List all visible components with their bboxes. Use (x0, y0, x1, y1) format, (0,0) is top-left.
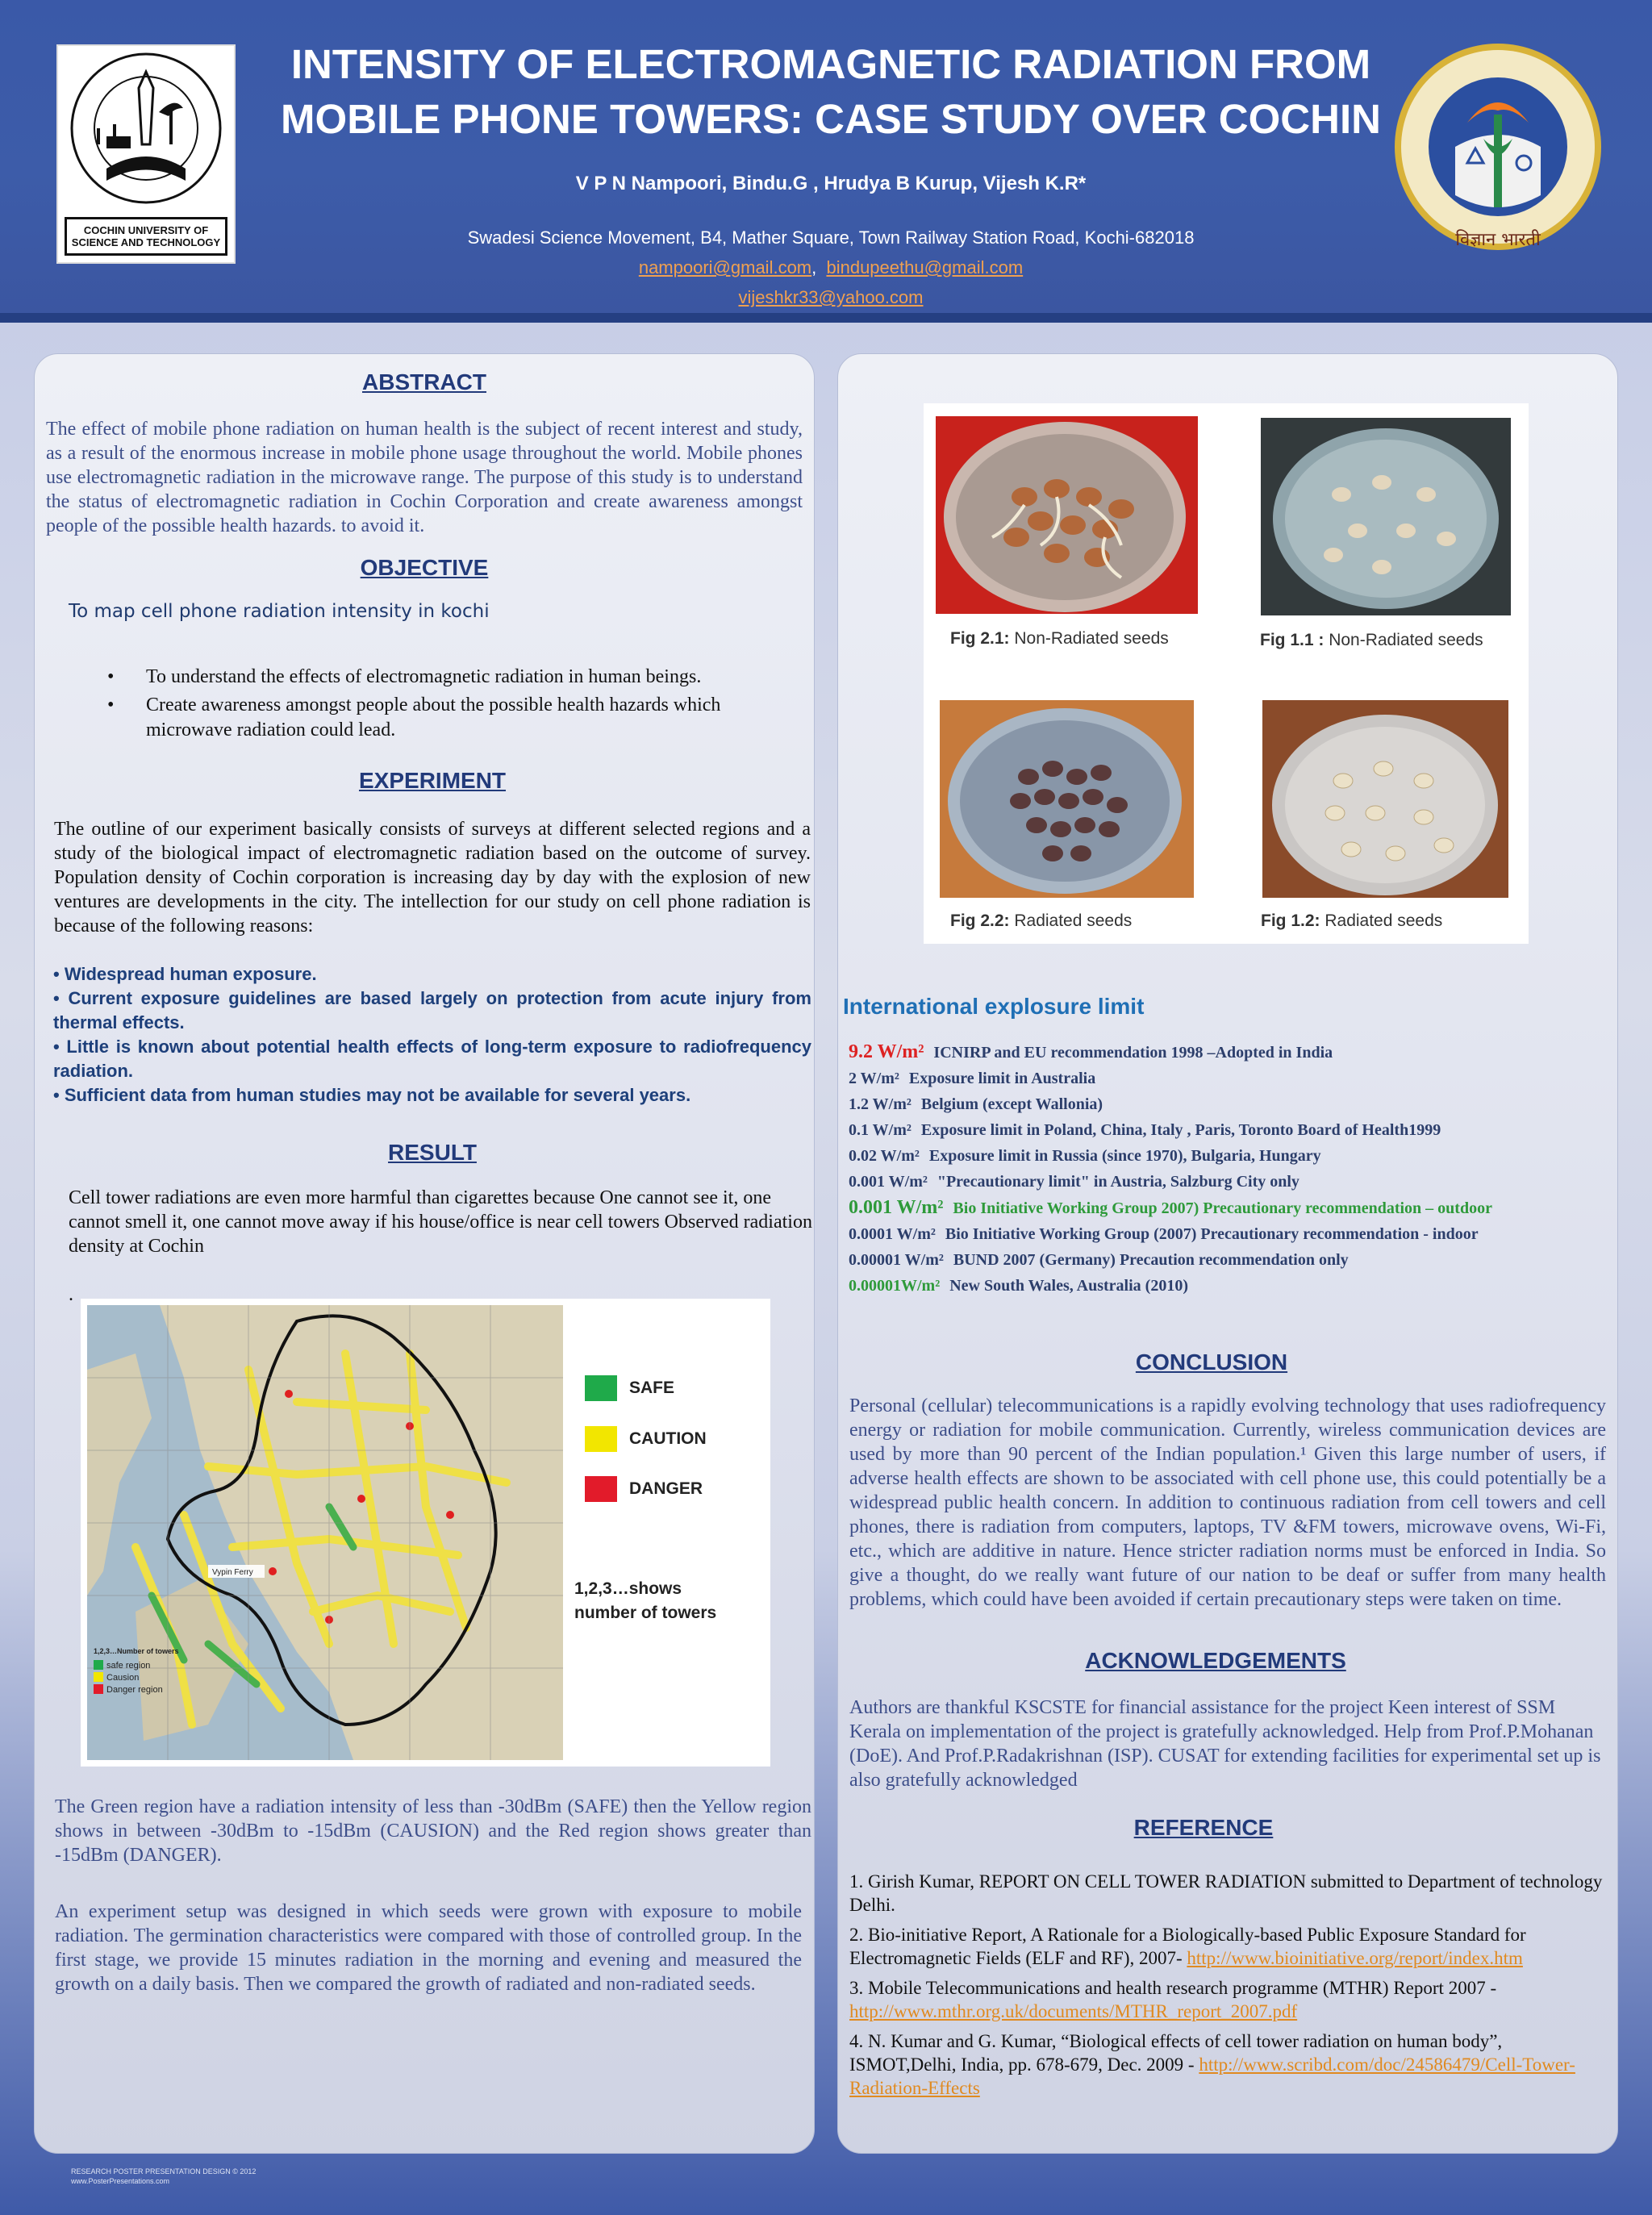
limit-value: 0.02 W/m² (849, 1147, 920, 1165)
fig-1-2-caption (1261, 911, 1442, 931)
cochin-radiation-map (87, 1305, 563, 1760)
email-link-1[interactable]: nampoori@gmail.com (638, 257, 812, 277)
fig-1-2-label: Fig 1.2: (1261, 911, 1320, 930)
footer-line-1: RESEARCH POSTER PRESENTATION DESIGN © 2012 (71, 2167, 257, 2175)
reference-text: 2. Bio-initiative Report, A Rationale for a Biologically-based Public Exposure Standard for Electromagnetic Fields (ELF and RF), 2007- (849, 1925, 1526, 1968)
reference-link[interactable]: http://www.mthr.org.uk/documents/MTHR_report_2007.pdf (849, 2001, 1298, 2021)
legend-safe (585, 1375, 674, 1401)
title-line-1: INTENSITY OF ELECTROMAGNETIC RADIATION FROM (290, 41, 1371, 87)
vijnana-bharati-logo (1391, 34, 1605, 260)
map-small-legend-item: Danger region (106, 1685, 163, 1695)
map-small-legend-title: 1,2,3…Number of towers (94, 1647, 179, 1655)
limit-value: 0.00001 W/m² (849, 1251, 944, 1269)
abstract-text: The effect of mobile phone radiation on human health is the subject of recent interest and study, as a result of the enormous increase in mobile phone usage throughout the world. Mobile phones use electromagnetic radiation in the microwave range. The purpose of this study is to understand the status of electromagnetic radiation in Cochin Corporation and create awareness amongst people of the possible health hazards. to avoid it. (46, 419, 803, 536)
limit-text: BUND 2007 (Germany) Precaution recommendation only (953, 1251, 1349, 1269)
acknowledgements-heading: ACKNOWLEDGEMENTS (1085, 1648, 1346, 1673)
radiation-map-figure (81, 1299, 770, 1767)
legend-danger (585, 1476, 703, 1502)
cusat-logo (56, 44, 236, 264)
legend-danger-label: DANGER (629, 1479, 703, 1498)
limit-text: Bio Initiative Working Group 2007) Precautionary recommendation – outdoor (953, 1199, 1492, 1217)
limit-row (849, 1221, 1615, 1247)
map-graphic (87, 1305, 563, 1760)
footer-credit (71, 2167, 256, 2186)
poster-header (0, 0, 1652, 323)
conclusion-text: Personal (cellular) telecommunications is a rapidly evolving technology that uses radiofrequency energy or radiation for mobile communication. Currently, wireless communication devices are used by more than 90 percent of the Indian population.¹ Given this large number of users, if adverse health effects are shown to be associated with cell phone use, this could potentially be a widespread public health concern. In addition to continuous radiation from cell towers and cell phones, there is radiation from computers, laptops, TV &FM towers, microwave ovens, Wi-Fi, etc., which are additive in nature. Hence stricter radiation norms must be enforced in India. So give a thought, do we really want future of our nation to be deaf or suffer from many health problems, which could have been avoided if certain precautionary steps were taken on time. (849, 1395, 1606, 1610)
result-heading: RESULT (388, 1140, 477, 1165)
map-place-label: Vypin Ferry (212, 1568, 253, 1577)
safe-swatch (585, 1375, 617, 1401)
reference-link[interactable]: http://www.bioinitiative.org/report/index.htm (1187, 1948, 1523, 1968)
experiment-text: The outline of our experiment basically consists of surveys at different selected regions and a study of the biological impact of electromagnetic radiation based on the outcome of survey. Population density of Cochin corporation is increasing day by day with the explosion of new ventures are developments in the city. The intellection for our study on cell phone radiation is because of the following reasons: (54, 819, 811, 936)
acknowledgements-text: Authors are thankful KSCSTE for financial assistance for the project Keen interest of SSM Kerala on implementation of the project is gratefully acknowledged. Help from Prof.P.Mohanan (DoE). And Prof.P.Radakrishnan (ISP). CUSAT for extending facilities for experimental set up is also gratefully acknowledged (849, 1697, 1601, 1791)
email-link-2[interactable]: bindupeethu@gmail.com (826, 257, 1024, 277)
experiment-heading: EXPERIMENT (358, 768, 507, 793)
reference-link[interactable]: http://www.scribd.com/doc/24586479/Cell-Tower-Radiation-Effects (849, 2054, 1575, 2098)
regions-text: The Green region have a radiation intensity of less than -30dBm (SAFE) then the Yellow region shows in between -30dBm to -15dBm (CAUSION) and the Red region shows greater than -15dBm (DANGER). (55, 1796, 811, 1866)
affiliation: Swadesi Science Movement, B4, Mather Square, Town Railway Station Road, Kochi-682018 (467, 227, 1195, 248)
fig-1-1-text: Non-Radiated seeds (1324, 631, 1483, 649)
fig-1-1-caption (1260, 631, 1483, 650)
exposure-limit-heading: International explosure limit (843, 994, 1145, 1019)
reference-text: 3. Mobile Telecommunications and health research programme (MTHR) Report 2007 - (849, 1978, 1497, 1998)
limit-value: 0.1 W/m² (849, 1121, 912, 1139)
experiment-reasons (53, 962, 811, 1108)
towers-note-line-1: 1,2,3…shows (574, 1579, 682, 1598)
seed-germination-figure (924, 403, 1529, 944)
limit-row (849, 1247, 1615, 1273)
limit-value: 9.2 W/m² (849, 1041, 924, 1062)
objective-bullet: • Create awareness amongst people about the possible health hazards which microwave radiation could lead. (107, 693, 793, 743)
reason-item: • Current exposure guidelines are based largely on protection from acute injury from thermal effects. (53, 988, 811, 1032)
university-emblem-icon (58, 48, 234, 217)
objective-main: To map cell phone radiation intensity in kochi (69, 601, 490, 622)
vijnana-bharati-emblem-icon (1391, 34, 1605, 260)
towers-note (574, 1577, 716, 1625)
limit-row (849, 1273, 1615, 1299)
reference-heading: REFERENCE (1133, 1815, 1274, 1840)
limit-row (849, 1143, 1615, 1169)
radiated-seeds-photo-1-2 (1262, 700, 1508, 898)
reference-item (849, 1976, 1612, 2023)
map-small-legend-item: Causion (106, 1673, 140, 1683)
non-radiated-seeds-photo-1-1 (1261, 418, 1511, 615)
danger-swatch (585, 1476, 617, 1502)
legend-safe-label: SAFE (629, 1379, 675, 1397)
authors: V P N Nampoori, Bindu.G , Hrudya B Kurup, Vijesh K.R* (575, 173, 1087, 194)
fig-2-1-label: Fig 2.1: (950, 629, 1010, 648)
reference-item: 1. Girish Kumar, REPORT ON CELL TOWER RADIATION submitted to Department of technology Delhi. (849, 1871, 1603, 1915)
fig-2-2-text: Radiated seeds (1009, 911, 1133, 930)
fig-2-1-caption (950, 629, 1169, 649)
legend-caution (585, 1426, 707, 1452)
limit-value: 1.2 W/m² (849, 1095, 912, 1113)
caution-swatch (585, 1426, 617, 1452)
objective-bullets (107, 665, 793, 746)
limit-row (849, 1117, 1615, 1143)
limit-value: 0.0001 W/m² (849, 1225, 936, 1243)
towers-note-line-2: number of towers (574, 1604, 717, 1622)
limit-text: Bio Initiative Working Group (2007) Precautionary recommendation - indoor (945, 1225, 1479, 1243)
exposure-limit-list (849, 1039, 1615, 1299)
limit-row (849, 1039, 1615, 1066)
footer-line-2[interactable]: www.PosterPresentations.com (71, 2177, 170, 2185)
legend-caution-label: CAUTION (629, 1429, 707, 1448)
limit-value: 0.001 W/m² (849, 1173, 928, 1191)
limit-text: Exposure limit in Poland, China, Italy , Paris, Toronto Board of Health1999 (920, 1121, 1441, 1139)
result-text: Cell tower radiations are even more harmful than cigarettes because One cannot see it, one cannot smell it, one cannot move away if his house/office is near cell towers Observed radiation density at Cochin (69, 1187, 812, 1257)
logo-caption: COCHIN UNIVERSITY OF SCIENCE AND TECHNOLOGY (65, 217, 227, 256)
fig-2-1-text: Non-Radiated seeds (1009, 629, 1169, 648)
poster-title (274, 37, 1387, 147)
limit-text: ICNIRP and EU recommendation 1998 –Adopted in India (933, 1044, 1333, 1062)
result-dot: . (69, 1284, 73, 1305)
limit-row (849, 1091, 1615, 1117)
limit-row (849, 1066, 1615, 1091)
limit-value: 0.001 W/m² (849, 1197, 944, 1218)
abstract-heading: ABSTRACT (362, 369, 486, 394)
right-logo-caption: विज्ञान भारती (1455, 230, 1541, 250)
limit-row (849, 1169, 1615, 1195)
reference-text: 4. N. Kumar and G. Kumar, “Biological effects of cell tower radiation on human body”, ISMOT,Delhi, India, pp. 678-679, Dec. 2009 - (849, 2031, 1503, 2075)
email-link-3[interactable]: vijeshkr33@yahoo.com (738, 287, 924, 307)
limit-text: Exposure limit in Russia (since 1970), Bulgaria, Hungary (928, 1147, 1321, 1165)
reference-item (849, 1923, 1612, 1970)
conclusion-heading: CONCLUSION (1135, 1349, 1288, 1374)
affiliation-block (274, 223, 1387, 312)
reference-item (849, 2029, 1612, 2100)
map-small-legend-item: safe region (106, 1661, 151, 1671)
non-radiated-seeds-photo-2-1 (936, 416, 1198, 614)
fig-1-2-text: Radiated seeds (1320, 911, 1443, 930)
email-line: nampoori@gmail.com, bindupeethu@gmail.com (638, 257, 1024, 277)
limit-value: 2 W/m² (849, 1070, 899, 1087)
fig-1-1-label: Fig 1.1 : (1260, 631, 1325, 649)
fig-2-2-caption (950, 911, 1132, 931)
reason-item: • Little is known about potential health effects of long-term exposure to radiofrequency radiation. (53, 1037, 811, 1081)
limit-text: Exposure limit in Australia (908, 1070, 1096, 1087)
seeds-experiment-text: An experiment setup was designed in which seeds were grown with exposure to mobile radiation. The germination characteristics were compared with those of controlled group. In the first stage, we provide 15 minutes radiation in the morning and evening and measured the growth on a daily basis. Then we compared the growth of radiated and non-radiated seeds. (55, 1901, 802, 1995)
reason-item: • Sufficient data from human studies may not be available for several years. (53, 1085, 691, 1105)
title-line-2: MOBILE PHONE TOWERS: CASE STUDY OVER COCHIN (281, 96, 1381, 142)
limit-text: New South Wales, Australia (2010) (949, 1277, 1188, 1295)
objective-bullet: • To understand the effects of electromagnetic radiation in human beings. (107, 665, 793, 690)
reference-list (849, 1870, 1612, 2106)
limit-value: 0.00001W/m² (849, 1277, 941, 1295)
fig-2-2-label: Fig 2.2: (950, 911, 1010, 930)
radiated-seeds-photo-2-2 (940, 700, 1194, 898)
reason-item: • Widespread human exposure. (53, 964, 317, 984)
limit-row (849, 1195, 1615, 1221)
objective-heading: OBJECTIVE (360, 555, 489, 580)
limit-text: "Precautionary limit" in Austria, Salzburg City only (937, 1173, 1299, 1191)
limit-text: Belgium (except Wallonia) (920, 1095, 1103, 1113)
